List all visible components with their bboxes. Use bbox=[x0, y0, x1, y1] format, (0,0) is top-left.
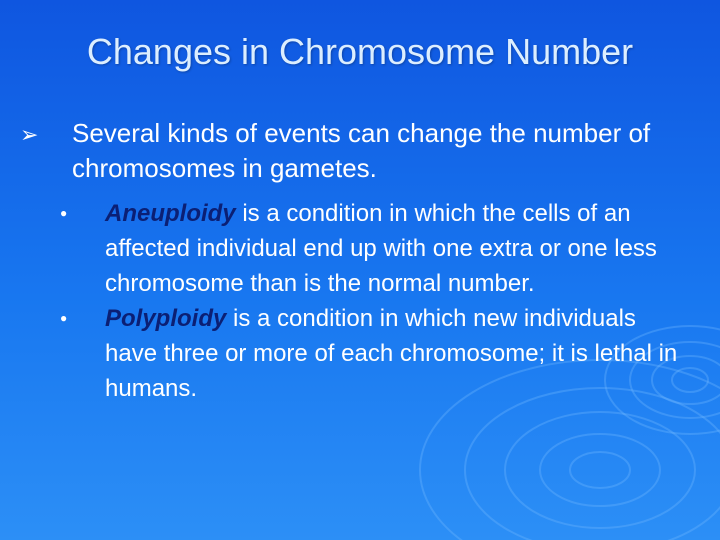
term-polyploidy: Polyploidy bbox=[105, 305, 227, 332]
sub-bullet-polyploidy bbox=[60, 301, 690, 406]
sub-bullet-text bbox=[105, 301, 690, 406]
definition-aneuploidy: is a condition in which the cells of an affected individual end up with one extra or one less chromosome than is the normal number. bbox=[105, 200, 657, 297]
definition-polyploidy: is a condition in which new individuals have three or more of each chromosome; it is lethal in humans. bbox=[105, 305, 678, 402]
sub-bullet-text bbox=[105, 196, 690, 301]
arrowhead-bullet-icon: ➢ bbox=[20, 122, 39, 147]
sub-bullet-list bbox=[60, 196, 690, 406]
term-aneuploidy: Aneuploidy bbox=[105, 200, 236, 227]
slide-title: Changes in Chromosome Number bbox=[86, 31, 634, 72]
sub-bullet-aneuploidy bbox=[60, 196, 690, 301]
dot-bullet-icon: ● bbox=[60, 206, 68, 220]
main-bullet-text: Several kinds of events can change the number of chromosomes in gametes. bbox=[72, 118, 651, 183]
dot-bullet-icon: ● bbox=[60, 311, 68, 325]
